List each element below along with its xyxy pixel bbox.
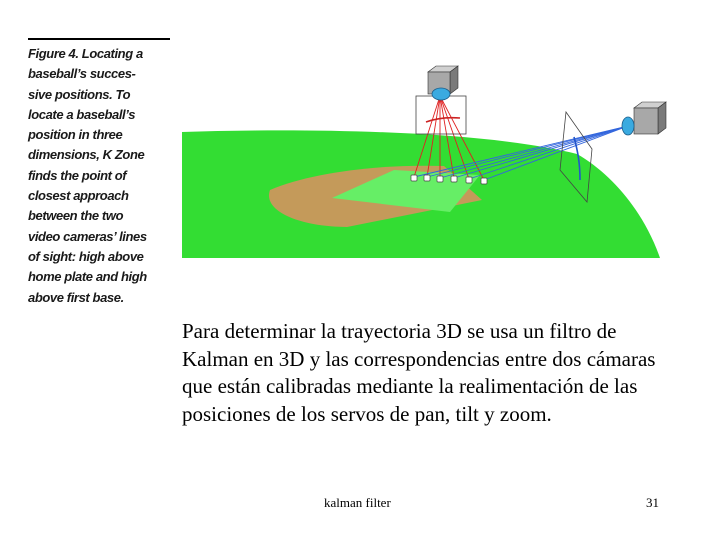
caption-line: finds the point of (28, 167, 127, 183)
caption-rule (28, 38, 170, 40)
caption-line: above first base. (28, 289, 124, 305)
body-paragraph: Para determinar la trayectoria 3D se usa un filtro de Kalman en 3D y las correspondencias entre dos cámaras que están calibradas mediante la realimentación de las posiciones de los servos de pan, tilt y zoom. (182, 319, 656, 426)
caption-line: position in three (28, 127, 123, 143)
footer-label: kalman filter (324, 495, 391, 510)
caption-line: video cameras’ lines (28, 228, 147, 244)
caption-line: baseball’s succes- (28, 66, 136, 82)
caption-line: dimensions, K Zone (28, 147, 145, 163)
caption-line: between the two (28, 208, 124, 224)
caption-line: closest approach (28, 188, 129, 204)
page-number: 31 (646, 495, 659, 510)
caption-line: locate a baseball’s (28, 106, 136, 122)
figure-caption (28, 44, 178, 308)
baseball-camera-illustration (182, 62, 686, 258)
caption-line: Figure 4. Locating a (28, 46, 143, 61)
caption-line: of sight: high above (28, 248, 144, 264)
caption-line: home plate and high (28, 269, 147, 285)
caption-line: sive positions. To (28, 86, 131, 102)
